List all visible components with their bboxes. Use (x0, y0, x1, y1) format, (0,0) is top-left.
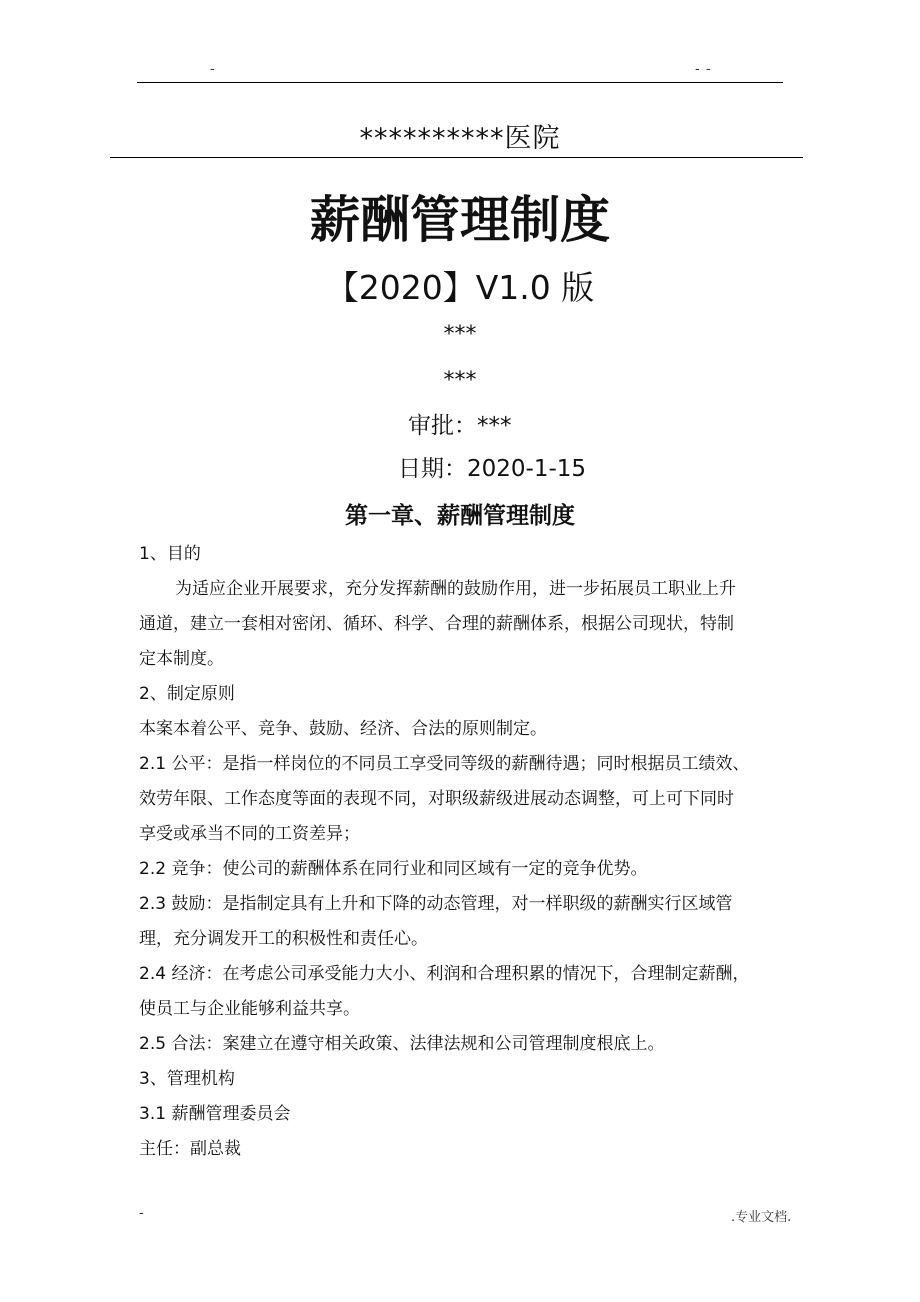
section-3-1-director: 主任：副总裁 (139, 1139, 241, 1159)
section-2-1-line-3: 享受或承当不同的工资差异； (139, 824, 360, 844)
header-left-mark: - (210, 62, 215, 77)
section-2-1-line-1: 2.1 公平：是指一样岗位的不同员工享受同等级的薪酬待遇；同时根据员工绩效、 (139, 754, 750, 774)
document-title: 薪酬管理制度 (310, 191, 610, 249)
section-3-1: 3.1 薪酬管理委员会 (139, 1104, 291, 1124)
date-line: 日期：2020-1-15 (398, 456, 587, 482)
approval-line: 审批：*** (408, 413, 512, 439)
footer-left-mark: - (139, 1206, 144, 1221)
section-1-line-3: 定本制度。 (139, 649, 224, 669)
author-line-1: *** (443, 322, 477, 347)
header-right-mark: - - (695, 62, 712, 77)
section-2-5: 2.5 合法：案建立在遵守相关政策、法律法规和公司管理制度根底上。 (139, 1034, 665, 1054)
section-2-4-line-1: 2.4 经济：在考虑公司承受能力大小、利润和合理积累的情况下，合理制定薪酬， (139, 964, 750, 984)
document-version: 【2020】V1.0 版 (325, 268, 595, 307)
section-2-3-line-2: 理，充分调发开工的积极性和责任心。 (139, 929, 428, 949)
section-2-intro: 本案本着公平、竞争、鼓励、经济、合法的原则制定。 (139, 719, 547, 739)
section-2-heading: 2、制定原则 (139, 684, 235, 704)
title-rule (110, 157, 803, 158)
hospital-name: **********医院 (359, 123, 561, 154)
header-rule (137, 82, 783, 83)
author-line-2: *** (443, 368, 477, 393)
section-3-heading: 3、管理机构 (139, 1069, 235, 1089)
footer-label: .专业文档. (731, 1210, 792, 1225)
document-body (139, 537, 789, 1167)
section-2-4-line-2: 使员工与企业能够利益共享。 (139, 999, 360, 1019)
section-2-2: 2.2 竞争：使公司的薪酬体系在同行业和同区域有一定的竞争优势。 (139, 859, 648, 879)
section-1-heading: 1、目的 (139, 544, 201, 564)
chapter-heading: 第一章、薪酬管理制度 (345, 503, 575, 529)
section-1-line-1: 为适应企业开展要求，充分发挥薪酬的鼓励作用，进一步拓展员工职业上升 (175, 579, 736, 599)
section-2-3-line-1: 2.3 鼓励：是指制定具有上升和下降的动态管理，对一样职级的薪酬实行区域管 (139, 894, 733, 914)
section-1-line-2: 通道，建立一套相对密闭、循环、科学、合理的薪酬体系，根据公司现状，特制 (139, 614, 734, 634)
section-2-1-line-2: 效劳年限、工作态度等面的表现不同，对职级薪级进展动态调整，可上可下同时 (139, 789, 734, 809)
